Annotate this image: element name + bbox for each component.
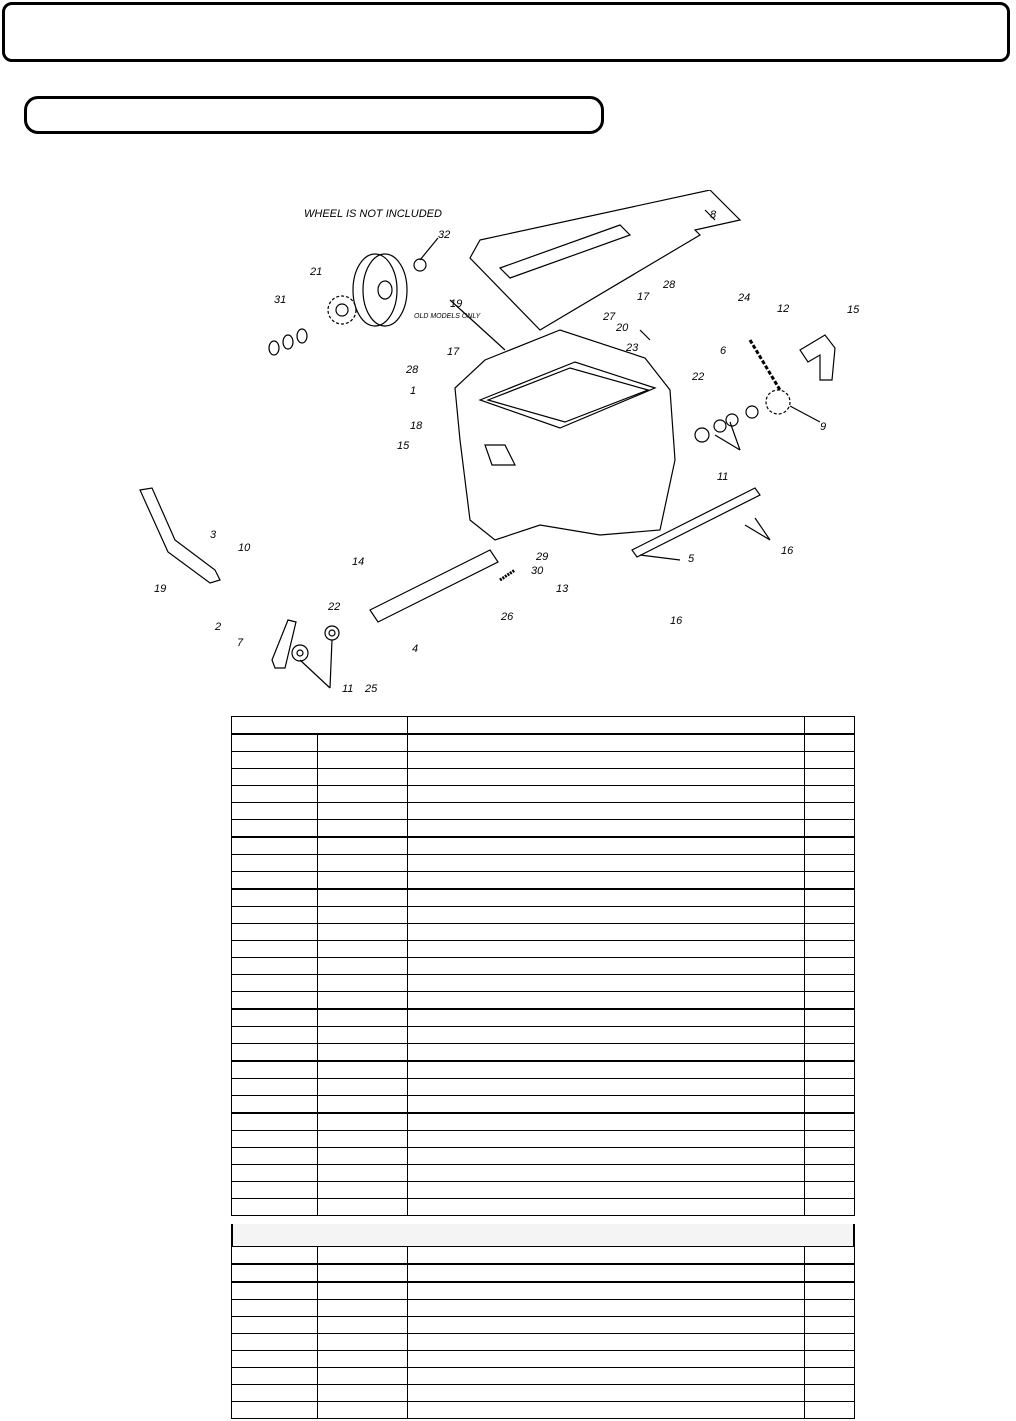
table-row bbox=[232, 1009, 855, 1027]
table-cell bbox=[407, 1282, 804, 1300]
table-cell bbox=[407, 1402, 804, 1419]
callout-26: 26 bbox=[501, 611, 514, 623]
callout-15-right: 15 bbox=[847, 304, 860, 316]
parts-list-table-lower bbox=[231, 1246, 855, 1419]
callout-30: 30 bbox=[531, 565, 544, 577]
table-cell bbox=[804, 1182, 854, 1199]
table-cell bbox=[232, 907, 318, 924]
table-cell bbox=[318, 786, 407, 803]
table-cell bbox=[232, 1247, 318, 1265]
callout-22-left: 22 bbox=[328, 601, 341, 613]
table-cell bbox=[407, 907, 804, 924]
table-cell bbox=[232, 1165, 318, 1182]
callout-28-right: 28 bbox=[663, 279, 676, 291]
table-row bbox=[232, 924, 855, 941]
table-cell bbox=[804, 717, 854, 735]
table-cell bbox=[407, 1264, 804, 1282]
table-cell bbox=[804, 1247, 854, 1265]
table-row bbox=[232, 1247, 855, 1265]
table-cell bbox=[804, 1027, 854, 1044]
callout-12: 12 bbox=[777, 303, 790, 315]
parts-list-table bbox=[231, 716, 855, 1216]
callout-17-left: 17 bbox=[447, 346, 460, 358]
table-cell bbox=[232, 1385, 318, 1402]
table-cell bbox=[318, 837, 407, 855]
table-cell bbox=[318, 855, 407, 872]
table-cell bbox=[232, 855, 318, 872]
callout-16-right: 16 bbox=[781, 545, 794, 557]
table-row bbox=[232, 975, 855, 992]
table-row bbox=[232, 992, 855, 1010]
callout-31: 31 bbox=[274, 294, 287, 306]
table-cell bbox=[407, 1044, 804, 1062]
table-cell bbox=[407, 1079, 804, 1096]
table-cell bbox=[318, 803, 407, 820]
table-cell bbox=[318, 1182, 407, 1199]
callout-27: 27 bbox=[603, 311, 616, 323]
table-cell bbox=[232, 1368, 318, 1385]
table-cell bbox=[407, 1009, 804, 1027]
table-cell bbox=[407, 941, 804, 958]
table-cell bbox=[407, 1300, 804, 1317]
table-row bbox=[232, 1402, 855, 1419]
table-row bbox=[232, 1079, 855, 1096]
table-cell bbox=[407, 786, 804, 803]
table-cell bbox=[804, 1009, 854, 1027]
table-cell bbox=[407, 1096, 804, 1114]
table-row bbox=[232, 1061, 855, 1079]
table-cell bbox=[407, 975, 804, 992]
table-row bbox=[232, 907, 855, 924]
table-cell bbox=[407, 837, 804, 855]
table-cell bbox=[804, 907, 854, 924]
table-cell bbox=[318, 958, 407, 975]
table-cell bbox=[232, 1079, 318, 1096]
callout-23: 23 bbox=[626, 342, 639, 354]
callout-6: 6 bbox=[720, 345, 727, 357]
table-cell bbox=[804, 1264, 854, 1282]
table-cell bbox=[232, 1009, 318, 1027]
table-cell bbox=[804, 1113, 854, 1131]
table-cell bbox=[232, 820, 318, 838]
table-cell bbox=[232, 1199, 318, 1216]
callout-3: 3 bbox=[210, 529, 217, 541]
table-row bbox=[232, 1199, 855, 1216]
callout-24: 24 bbox=[738, 292, 751, 304]
table-cell bbox=[407, 734, 804, 752]
table-cell bbox=[407, 1148, 804, 1165]
exploded-parts-diagram bbox=[120, 190, 880, 710]
table-cell bbox=[232, 1027, 318, 1044]
table-cell bbox=[318, 1368, 407, 1385]
table-cell bbox=[318, 1199, 407, 1216]
callout-13: 13 bbox=[556, 583, 569, 595]
table-cell bbox=[804, 872, 854, 890]
wheel-part bbox=[353, 254, 397, 326]
table-row bbox=[232, 1264, 855, 1282]
table-cell bbox=[407, 717, 804, 735]
hopper-body-part bbox=[455, 330, 675, 540]
callout-19: 19 bbox=[154, 583, 167, 595]
table-row bbox=[232, 1131, 855, 1148]
table-cell bbox=[804, 1079, 854, 1096]
table-section-gap bbox=[231, 1224, 855, 1246]
table-row bbox=[232, 958, 855, 975]
table-cell bbox=[318, 872, 407, 890]
table-cell bbox=[318, 1402, 407, 1419]
table-cell bbox=[804, 855, 854, 872]
table-cell bbox=[407, 1027, 804, 1044]
table-row bbox=[232, 1027, 855, 1044]
table-cell bbox=[407, 855, 804, 872]
table-cell bbox=[232, 1402, 318, 1419]
table-cell bbox=[232, 769, 318, 786]
table-cell bbox=[407, 1368, 804, 1385]
callout-22-right: 22 bbox=[692, 371, 705, 383]
table-row bbox=[232, 1044, 855, 1062]
callout-11-left: 11 bbox=[342, 683, 354, 695]
table-row bbox=[232, 1113, 855, 1131]
table-row bbox=[232, 1385, 855, 1402]
table-cell bbox=[318, 1247, 407, 1265]
lever-part bbox=[140, 488, 220, 583]
table-cell bbox=[407, 1165, 804, 1182]
table-cell bbox=[407, 820, 804, 838]
table-cell bbox=[804, 752, 854, 769]
table-cell bbox=[804, 1368, 854, 1385]
table-cell bbox=[232, 752, 318, 769]
table-cell bbox=[804, 1282, 854, 1300]
table-cell bbox=[318, 1044, 407, 1062]
sprocket-21-part bbox=[328, 296, 356, 324]
table-row bbox=[232, 734, 855, 752]
sprocket-9-part bbox=[766, 390, 790, 414]
table-cell bbox=[804, 1044, 854, 1062]
callout-8: 8 bbox=[710, 209, 717, 221]
table-cell bbox=[318, 975, 407, 992]
table-cell bbox=[232, 889, 318, 907]
table-cell bbox=[804, 786, 854, 803]
table-cell bbox=[318, 1061, 407, 1079]
table-cell bbox=[407, 1131, 804, 1148]
table-cell bbox=[407, 1247, 804, 1265]
table-cell bbox=[804, 889, 854, 907]
table-cell bbox=[407, 1351, 804, 1368]
table-cell bbox=[318, 1131, 407, 1148]
callout-32: 32 bbox=[438, 229, 451, 241]
table-row bbox=[232, 1165, 855, 1182]
table-cell bbox=[407, 1317, 804, 1334]
table-cell bbox=[804, 1131, 854, 1148]
table-cell bbox=[804, 992, 854, 1010]
table-cell bbox=[318, 1317, 407, 1334]
table-cell bbox=[804, 1402, 854, 1419]
callout-5: 5 bbox=[688, 553, 695, 565]
table-cell bbox=[232, 1317, 318, 1334]
table-cell bbox=[407, 769, 804, 786]
table-cell bbox=[232, 872, 318, 890]
table-row bbox=[232, 941, 855, 958]
table-cell bbox=[804, 975, 854, 992]
table-cell bbox=[232, 1061, 318, 1079]
table-row bbox=[232, 837, 855, 855]
old-models-number: 19 bbox=[450, 298, 463, 310]
table-cell bbox=[318, 907, 407, 924]
agitator-shaft-part bbox=[370, 550, 498, 622]
table-cell bbox=[804, 1061, 854, 1079]
table-cell bbox=[318, 1351, 407, 1368]
table-cell bbox=[232, 1131, 318, 1148]
table-row bbox=[232, 855, 855, 872]
table-cell bbox=[804, 1300, 854, 1317]
callout-29: 29 bbox=[536, 551, 549, 563]
table-cell bbox=[318, 941, 407, 958]
callout-10: 10 bbox=[238, 542, 251, 554]
table-cell bbox=[407, 1385, 804, 1402]
table-cell bbox=[232, 1300, 318, 1317]
table-cell bbox=[804, 1334, 854, 1351]
table-row bbox=[232, 1334, 855, 1351]
table-cell bbox=[804, 734, 854, 752]
table-cell bbox=[232, 1113, 318, 1131]
page-title-box bbox=[2, 2, 1010, 62]
table-cell bbox=[407, 958, 804, 975]
table-cell bbox=[804, 1385, 854, 1402]
table-cell bbox=[232, 924, 318, 941]
table-cell bbox=[804, 941, 854, 958]
table-cell bbox=[804, 837, 854, 855]
callout-9: 9 bbox=[820, 421, 827, 433]
table-row bbox=[232, 1148, 855, 1165]
table-cell bbox=[232, 837, 318, 855]
lid-part bbox=[470, 190, 740, 330]
table-cell bbox=[804, 803, 854, 820]
table-cell bbox=[318, 1165, 407, 1182]
table-cell bbox=[318, 1027, 407, 1044]
table-cell bbox=[318, 1079, 407, 1096]
table-cell bbox=[232, 786, 318, 803]
table-cell bbox=[232, 734, 318, 752]
table-cell bbox=[232, 1264, 318, 1282]
table-row bbox=[232, 1182, 855, 1199]
table-cell bbox=[232, 941, 318, 958]
callout-7: 7 bbox=[237, 637, 244, 649]
callout-2: 2 bbox=[215, 621, 222, 633]
table-cell bbox=[232, 1351, 318, 1368]
table-cell bbox=[407, 803, 804, 820]
callout-21: 21 bbox=[310, 266, 323, 278]
table-cell bbox=[318, 1334, 407, 1351]
table-cell bbox=[318, 1282, 407, 1300]
table-cell bbox=[232, 1096, 318, 1114]
table-cell bbox=[318, 924, 407, 941]
table-row bbox=[232, 1096, 855, 1114]
table-cell bbox=[407, 1061, 804, 1079]
wheel-note: WHEEL IS NOT INCLUDED bbox=[304, 208, 442, 220]
table-cell bbox=[318, 1264, 407, 1282]
table-cell bbox=[232, 803, 318, 820]
table-cell bbox=[318, 820, 407, 838]
table-row bbox=[232, 803, 855, 820]
callout-16-left: 16 bbox=[670, 615, 683, 627]
table-row bbox=[232, 1317, 855, 1334]
table-cell bbox=[318, 1300, 407, 1317]
table-cell bbox=[804, 1199, 854, 1216]
callout-1: 1 bbox=[410, 385, 417, 397]
callout-20: 20 bbox=[616, 322, 629, 334]
table-cell bbox=[318, 769, 407, 786]
table-row bbox=[232, 872, 855, 890]
table-cell bbox=[407, 752, 804, 769]
table-cell bbox=[407, 924, 804, 941]
table-cell bbox=[232, 1044, 318, 1062]
table-row bbox=[232, 717, 855, 735]
table-cell bbox=[318, 889, 407, 907]
table-cell bbox=[804, 769, 854, 786]
table-cell bbox=[407, 1182, 804, 1199]
callout-11-right: 11 bbox=[717, 471, 729, 483]
table-cell bbox=[232, 975, 318, 992]
callout-18: 18 bbox=[410, 420, 423, 432]
table-cell bbox=[318, 734, 407, 752]
table-cell bbox=[804, 924, 854, 941]
table-cell bbox=[318, 1113, 407, 1131]
callout-17-right: 17 bbox=[637, 291, 650, 303]
table-cell bbox=[407, 872, 804, 890]
table-cell bbox=[804, 820, 854, 838]
table-cell bbox=[804, 958, 854, 975]
table-cell bbox=[318, 992, 407, 1010]
table-cell bbox=[318, 752, 407, 769]
section-title-box bbox=[24, 96, 604, 134]
table-cell bbox=[407, 1113, 804, 1131]
callout-15-left: 15 bbox=[397, 440, 410, 452]
callout-4: 4 bbox=[412, 643, 419, 655]
callout-14: 14 bbox=[352, 556, 365, 568]
table-cell bbox=[232, 958, 318, 975]
table-cell bbox=[318, 1096, 407, 1114]
table-cell bbox=[804, 1148, 854, 1165]
table-cell bbox=[804, 1351, 854, 1368]
table-cell bbox=[232, 992, 318, 1010]
table-row bbox=[232, 769, 855, 786]
table-cell bbox=[232, 1334, 318, 1351]
table-row bbox=[232, 1300, 855, 1317]
old-models-note: OLD MODELS ONLY bbox=[414, 313, 481, 320]
table-cell bbox=[318, 1148, 407, 1165]
callout-25: 25 bbox=[365, 683, 378, 695]
table-row bbox=[232, 786, 855, 803]
table-row bbox=[232, 1368, 855, 1385]
table-cell bbox=[232, 1148, 318, 1165]
table-cell bbox=[318, 1385, 407, 1402]
table-cell bbox=[232, 1282, 318, 1300]
table-row bbox=[232, 820, 855, 838]
table-cell bbox=[232, 717, 408, 735]
table-row bbox=[232, 889, 855, 907]
table-cell bbox=[232, 1182, 318, 1199]
table-cell bbox=[804, 1165, 854, 1182]
table-cell bbox=[407, 889, 804, 907]
table-cell bbox=[318, 1009, 407, 1027]
table-row bbox=[232, 1351, 855, 1368]
table-cell bbox=[407, 1199, 804, 1216]
table-row bbox=[232, 1282, 855, 1300]
table-row bbox=[232, 752, 855, 769]
table-cell bbox=[407, 1334, 804, 1351]
table-cell bbox=[804, 1317, 854, 1334]
table-cell bbox=[407, 992, 804, 1010]
table-cell bbox=[804, 1096, 854, 1114]
callout-28-left: 28 bbox=[406, 364, 419, 376]
